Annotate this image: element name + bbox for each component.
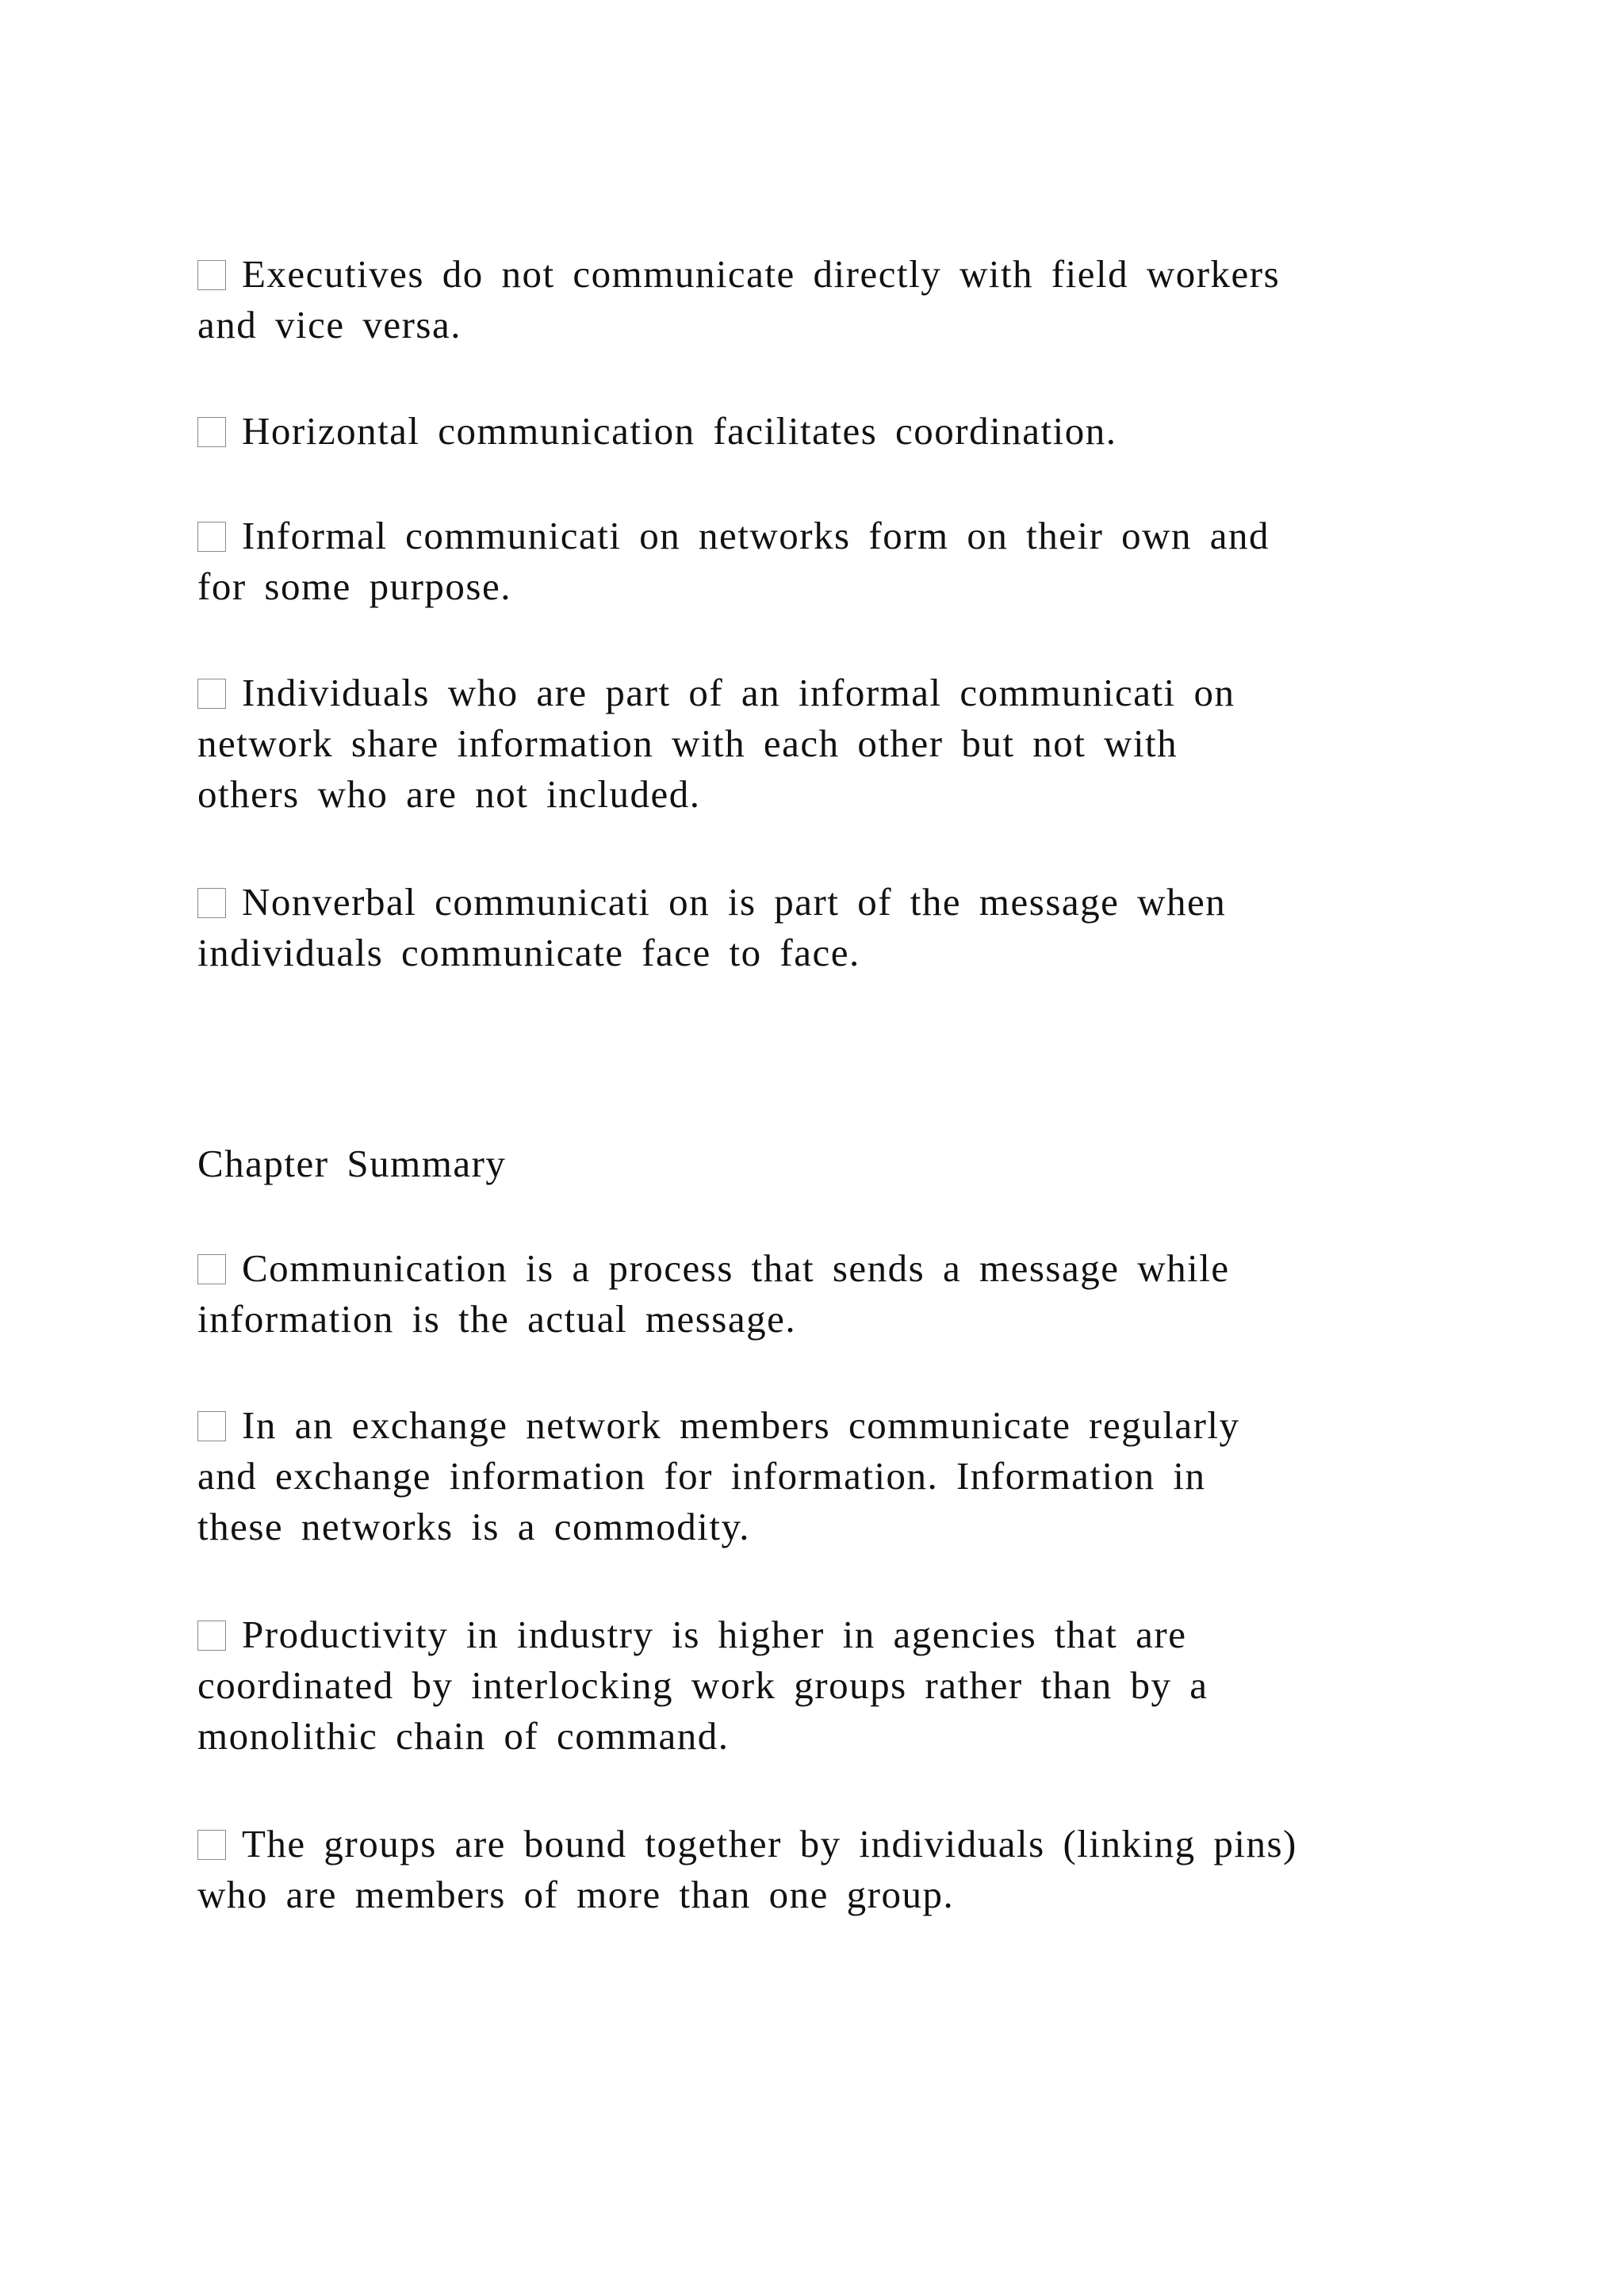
bullet-line: individuals communicate face to face. <box>197 931 860 974</box>
bullet-line: Nonverbal communicati on is part of the message when <box>197 877 1419 928</box>
bullet-box-icon <box>197 417 226 447</box>
summary-bullet-item <box>197 1243 1419 1345</box>
bullet-line: who are members of more than one group. <box>197 1873 955 1916</box>
bullet-line: coordinated by interlocking work groups rather than by a <box>197 1663 1208 1707</box>
bullet-box-icon <box>197 1254 226 1284</box>
bullet-line: In an exchange network members communicate regularly <box>197 1400 1419 1451</box>
bullet-line: Communication is a process that sends a message while <box>197 1243 1419 1294</box>
summary-bullet-item <box>197 1400 1419 1552</box>
bullet-item <box>197 668 1419 820</box>
bullet-line: information is the actual message. <box>197 1297 797 1341</box>
bullet-item <box>197 249 1419 350</box>
bullet-box-icon <box>197 1411 226 1441</box>
bullet-line: The groups are bound together by individuals (linking pins) <box>197 1819 1419 1869</box>
bullet-box-icon <box>197 1621 226 1651</box>
bullet-line: these networks is a commodity. <box>197 1505 751 1548</box>
bullet-item <box>197 877 1419 978</box>
bullet-line: Horizontal communication facilitates coordination. <box>197 406 1419 457</box>
bullet-box-icon <box>197 1830 226 1860</box>
bullet-box-icon <box>197 522 226 552</box>
bullet-box-icon <box>197 679 226 709</box>
bullet-item <box>197 511 1419 612</box>
bullet-box-icon <box>197 260 226 290</box>
section-heading: Chapter Summary <box>197 1142 507 1185</box>
bullet-line: network share information with each other but not with <box>197 721 1178 765</box>
bullet-line: others who are not included. <box>197 772 701 816</box>
bullet-item <box>197 406 1419 457</box>
bullet-line: Individuals who are part of an informal communicati on <box>197 668 1419 718</box>
bullet-line: and vice versa. <box>197 303 462 346</box>
bullet-line: Executives do not communicate directly with field workers <box>197 249 1419 300</box>
summary-bullet-item <box>197 1609 1419 1762</box>
summary-bullet-item <box>197 1819 1419 1920</box>
bullet-line: for some purpose. <box>197 564 511 608</box>
bullet-line: monolithic chain of command. <box>197 1714 730 1758</box>
bullet-line: and exchange information for information. Information in <box>197 1454 1206 1498</box>
bullet-box-icon <box>197 888 226 918</box>
bullet-line: Productivity in industry is higher in agencies that are <box>197 1609 1419 1660</box>
bullet-line: Informal communicati on networks form on their own and <box>197 511 1419 561</box>
